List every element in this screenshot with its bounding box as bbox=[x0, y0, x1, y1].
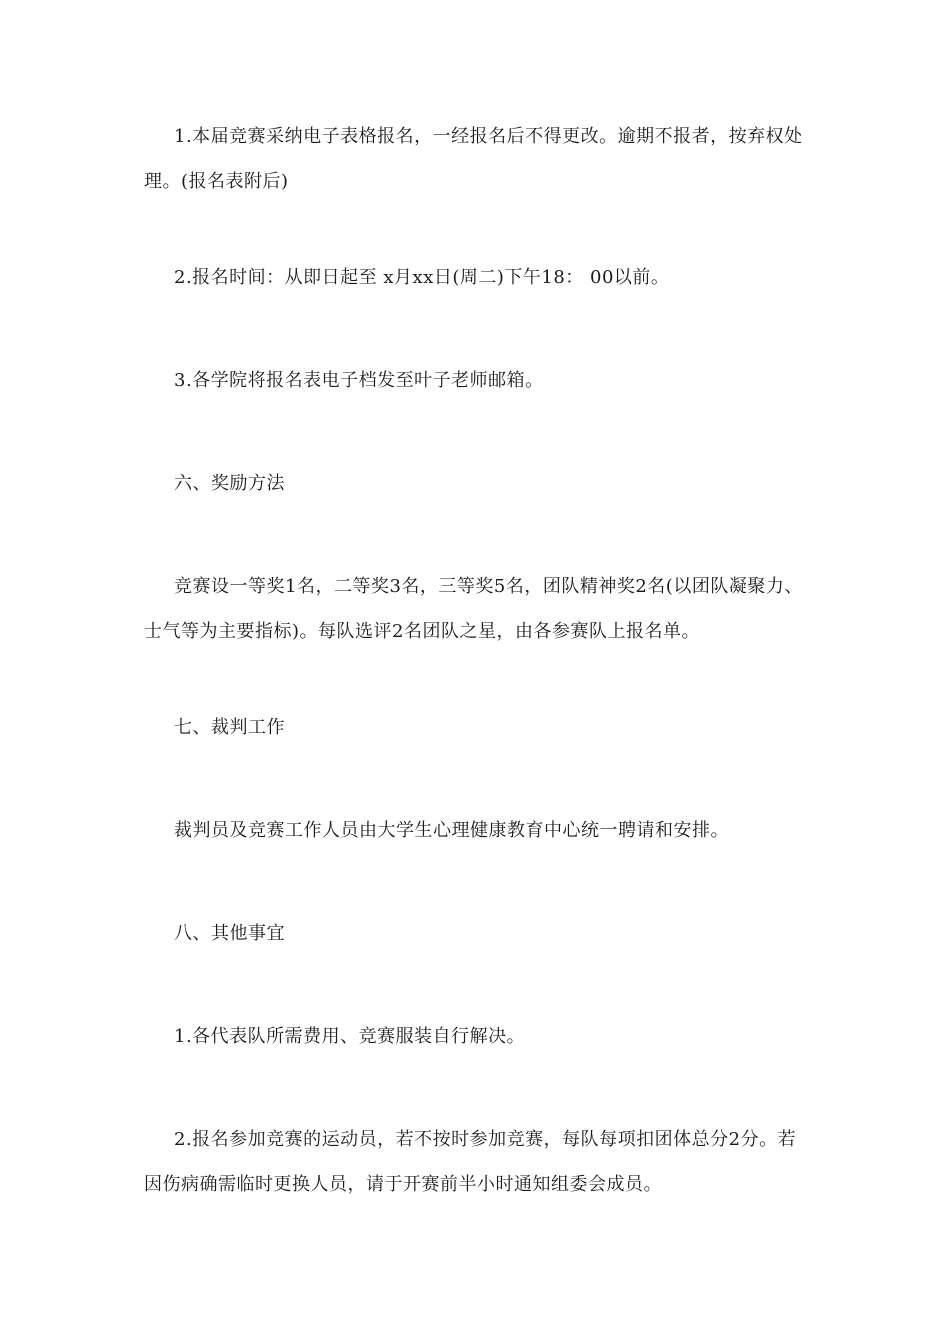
paragraph-registration-method: 1.本届竞赛采纳电子表格报名，一经报名后不得更改。逾期不报者，按弃权处理。(报名表附后) bbox=[144, 126, 803, 192]
heading-awards: 六、奖励方法 bbox=[174, 473, 285, 494]
paragraph-expenses: 1.各代表队所需费用、竞赛服装自行解决。 bbox=[174, 1026, 526, 1047]
heading-referee: 七、裁判工作 bbox=[174, 717, 285, 738]
paragraph-registration-email: 3.各学院将报名表电子档发至叶子老师邮箱。 bbox=[174, 370, 544, 391]
paragraph-registration-time: 2.报名时间：从即日起至 x月xx日(周二)下午18： 00以前。 bbox=[174, 267, 670, 288]
paragraph-awards: 竞赛设一等奖1名，二等奖3名，三等奖5名，团队精神奖2名(以团队凝聚力、士气等为主要指标)。每队选评2名团队之星，由各参赛队上报名单。 bbox=[144, 576, 803, 642]
paragraph-penalty: 2.报名参加竞赛的运动员，若不按时参加竞赛，每队每项扣团体总分2分。若因伤病确需临时更换人员，请于开赛前半小时通知组委会成员。 bbox=[144, 1129, 797, 1195]
heading-other-matters: 八、其他事宜 bbox=[174, 923, 285, 944]
paragraph-referee: 裁判员及竞赛工作人员由大学生心理健康教育中心统一聘请和安排。 bbox=[174, 820, 729, 841]
